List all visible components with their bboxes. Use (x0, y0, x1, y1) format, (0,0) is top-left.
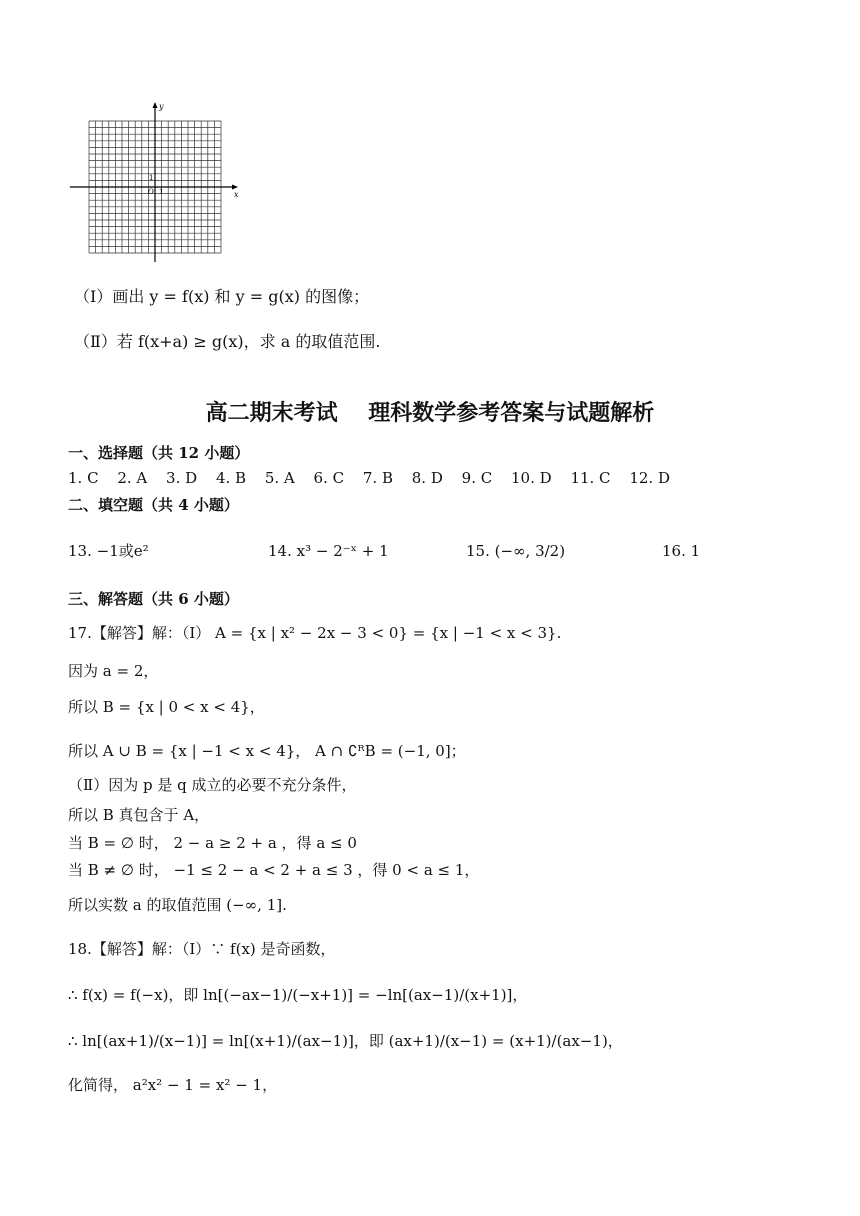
solution-17-line: （Ⅱ）因为 p 是 q 成立的必要不充分条件， (68, 776, 357, 794)
x-axis-arrow-icon (232, 185, 238, 190)
problem-part-2: （Ⅱ）若 f(x+a) ≥ g(x)，求 a 的取值范围. (74, 332, 381, 351)
solution-17-line: 当 B ≠ ∅ 时， −1 ≤ 2 − a < 2 + a ≤ 3 ，得 0 < a ≤ 1， (68, 861, 480, 879)
fill-answer-16: 16. 1 (662, 542, 701, 560)
solution-17-line: 当 B = ∅ 时， 2 − a ≥ 2 + a ，得 a ≤ 0 (68, 834, 357, 852)
choice-answer: 10. D (511, 469, 552, 487)
fill-answer-13: 13. −1或e² (68, 542, 149, 560)
solution-17-line: 因为 a = 2， (68, 662, 159, 680)
problem-part-1: （Ⅰ）画出 y = f(x) 和 y = g(x) 的图像； (74, 287, 370, 306)
origin-label: O (148, 188, 154, 196)
answer-title: 高二期末考试 理科数学参考答案与试题解析 (205, 400, 655, 426)
solution-18-line: 18.【解答】解：（Ⅰ）∵ f(x) 是奇函数， (68, 940, 336, 958)
solution-17-line: 17.【解答】解：（Ⅰ） A = {x | x² − 2x − 3 < 0} = {x | −1 < x < 3}. (68, 624, 562, 642)
choice-answer: 4. B (215, 469, 247, 487)
y-axis-label: y (159, 102, 164, 111)
solution-17-line: 所以 A ∪ B = {x | −1 < x < 4}， A ∩ ∁ᴿB = (−1, 0]； (68, 742, 466, 760)
choice-answer: 9. C (461, 469, 493, 487)
choice-answer: 7. B (362, 469, 393, 487)
choice-answer: 2. A (117, 469, 148, 487)
solution-18-line: ∴ f(x) = f(−x)，即 ln[(−ax−1)/(−x+1)] = −ln[(ax−1)/(x+1)]， (68, 986, 528, 1004)
choice-answer: 8. D (411, 469, 443, 487)
solution-18-line: ∴ ln[(ax+1)/(x−1)] = ln[(x+1)/(ax−1)]，即 (ax+1)/(x−1) = (x+1)/(ax−1)， (68, 1032, 623, 1050)
choice-answer: 11. C (570, 469, 611, 487)
unit-label-y: 1 (149, 174, 154, 182)
choice-answer: 5. A (264, 469, 295, 487)
fill-answer-14: 14. x³ − 2⁻ˣ + 1 (268, 542, 389, 560)
y-axis-arrow-icon (153, 102, 158, 108)
solution-17-line: 所以 B = {x | 0 < x < 4}， (68, 698, 265, 716)
choice-answer: 12. D (629, 469, 670, 487)
unit-label-x: 1 (159, 188, 164, 196)
fill-answer-15: 15. (−∞, 3/2) (466, 542, 566, 560)
choice-answer: 1. C (68, 469, 99, 487)
solution-18-line: 化简得， a²x² − 1 = x² − 1， (68, 1076, 278, 1094)
x-axis-label: x (234, 190, 239, 199)
section-heading-fill: 二、填空题（共 4 小题） (68, 496, 239, 514)
coordinate-grid-figure (68, 100, 244, 266)
section-heading-solution: 三、解答题（共 6 小题） (68, 590, 239, 608)
choice-answer: 3. D (166, 469, 198, 487)
choice-answer: 6. C (313, 469, 345, 487)
solution-17-line: 所以 B 真包含于 A， (68, 806, 210, 824)
solution-17-line: 所以实数 a 的取值范围 (−∞, 1]. (68, 896, 287, 914)
section-heading-choice: 一、选择题（共 12 小题） (68, 444, 250, 462)
choice-answers (68, 467, 684, 489)
